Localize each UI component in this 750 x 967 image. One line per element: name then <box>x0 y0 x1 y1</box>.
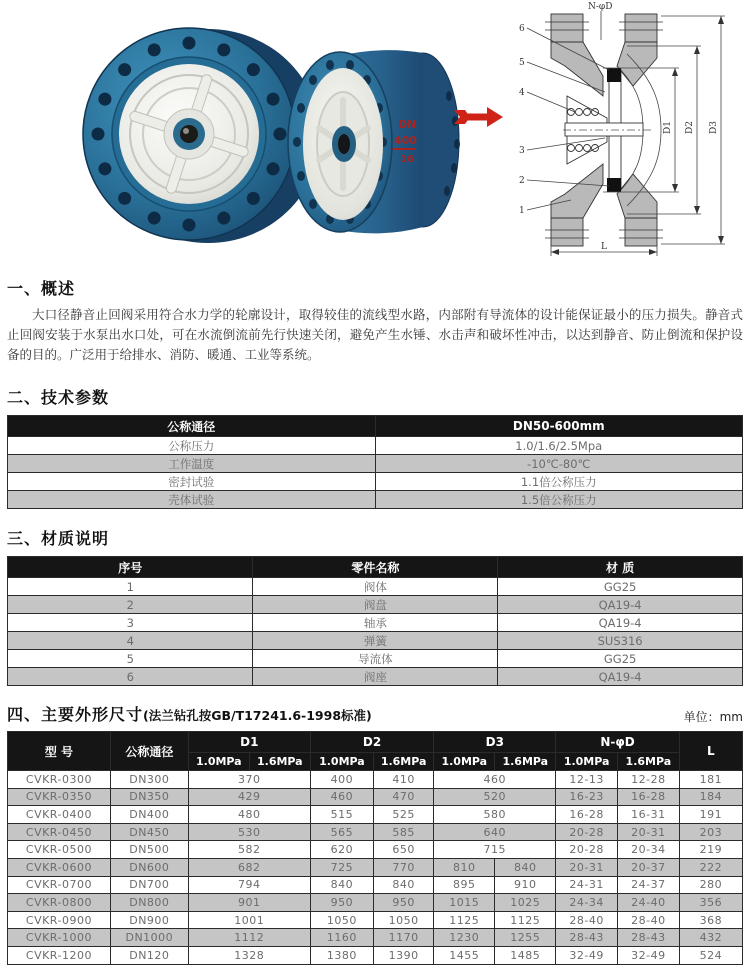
cell-n-16: 32-49 <box>618 946 680 964</box>
table-row <box>8 911 743 929</box>
cell-material: GG25 <box>498 578 743 596</box>
cell-model: CVKR-0300 <box>8 771 111 789</box>
diagram-callout-2: 2 <box>519 176 525 186</box>
tech-row-label: 壳体试验 <box>8 491 376 509</box>
cell-dn: DN400 <box>110 806 188 824</box>
section-overview-heading: 一、概述 <box>7 279 76 298</box>
dims-header-d1: D1 <box>188 732 310 753</box>
table-row <box>8 455 743 473</box>
cell-model: CVKR-0450 <box>8 823 111 841</box>
diagram-callout-1: 1 <box>519 206 525 216</box>
cell-l: 184 <box>679 788 742 806</box>
cell-d2-16: 1390 <box>374 946 434 964</box>
table-row <box>8 806 743 824</box>
cell-dn: DN1000 <box>110 929 188 947</box>
cell-d2-16: 525 <box>374 806 434 824</box>
cell-dn: DN500 <box>110 841 188 859</box>
table-row <box>8 596 743 614</box>
cell-n-10: 16-28 <box>556 806 618 824</box>
cell-dn: DN700 <box>110 876 188 894</box>
cell-dn: DN300 <box>110 771 188 789</box>
cell-no: 5 <box>8 650 253 668</box>
cell-model: CVKR-0350 <box>8 788 111 806</box>
table-row <box>8 632 743 650</box>
cell-material: QA19-4 <box>498 614 743 632</box>
cell-l: 203 <box>679 823 742 841</box>
cell-n-16: 28-43 <box>618 929 680 947</box>
cell-d1: 429 <box>188 788 310 806</box>
cell-n-10: 20-31 <box>556 858 618 876</box>
cell-d3-10: 1230 <box>434 929 495 947</box>
cell-part: 阀座 <box>253 668 498 686</box>
cell-l: 181 <box>679 771 742 789</box>
cell-l: 524 <box>679 946 742 964</box>
cell-d3-16: 1025 <box>495 894 556 912</box>
cell-l: 432 <box>679 929 742 947</box>
tech-row-label: 密封试验 <box>8 473 376 491</box>
cell-part: 弹簧 <box>253 632 498 650</box>
cell-d3: 580 <box>434 806 556 824</box>
diagram-n-phi-d-label: N-φD <box>588 2 613 12</box>
cell-n-10: 28-43 <box>556 929 618 947</box>
cell-n-16: 12-28 <box>618 771 680 789</box>
cell-d2-10: 725 <box>310 858 373 876</box>
cell-model: CVKR-0900 <box>8 911 111 929</box>
cell-d2-16: 840 <box>374 876 434 894</box>
cell-d1: 530 <box>188 823 310 841</box>
table-row <box>8 858 743 876</box>
cell-material: SUS316 <box>498 632 743 650</box>
cell-d3: 520 <box>434 788 556 806</box>
cell-d3-16: 1485 <box>495 946 556 964</box>
diagram-d3-label: D3 <box>709 121 719 134</box>
cell-l: 222 <box>679 858 742 876</box>
table-row <box>8 668 743 686</box>
cell-model: CVKR-0400 <box>8 806 111 824</box>
subheader-10mpa: 1.0MPa <box>310 753 373 771</box>
tech-header-dn: 公称通径 <box>8 416 376 437</box>
cell-d3-16: 910 <box>495 876 556 894</box>
subheader-16mpa: 1.6MPa <box>495 753 556 771</box>
cell-no: 4 <box>8 632 253 650</box>
cell-n-10: 16-23 <box>556 788 618 806</box>
cell-d1: 901 <box>188 894 310 912</box>
cell-material: QA19-4 <box>498 668 743 686</box>
cell-n-16: 20-37 <box>618 858 680 876</box>
table-row <box>8 614 743 632</box>
tech-row-label: 工作温度 <box>8 455 376 473</box>
dims-header-dn: 公称通径 <box>110 732 188 771</box>
cell-d2-16: 585 <box>374 823 434 841</box>
cell-d3-10: 810 <box>434 858 495 876</box>
flow-direction-arrow-icon <box>452 100 504 134</box>
cell-n-10: 12-13 <box>556 771 618 789</box>
dims-heading-main: 四、主要外形尺寸 <box>7 705 144 724</box>
table-row <box>8 788 743 806</box>
cell-n-16: 28-40 <box>618 911 680 929</box>
cell-d3-10: 895 <box>434 876 495 894</box>
overview-paragraph: 大口径静音止回阀采用符合水力学的轮廓设计，取得较佳的流线型水路，内部附有导流体的设计能保证最小的压力损失。静音式止回阀安装于水泵出水口处，可在水流倒流前先行快速关闭，避免产生水锤、水击声和破坏性冲击，以达到静音、防止倒流和保护设备的目的。广泛用于给排水、消防、暖通、工业等系统。 <box>7 307 743 362</box>
cell-n-16: 24-37 <box>618 876 680 894</box>
cell-part: 阀盘 <box>253 596 498 614</box>
cell-dn: DN600 <box>110 858 188 876</box>
cell-model: CVKR-1200 <box>8 946 111 964</box>
cell-n-16: 16-31 <box>618 806 680 824</box>
cell-d2-16: 650 <box>374 841 434 859</box>
diagram-d1-label: D1 <box>663 121 673 134</box>
cell-d1: 1001 <box>188 911 310 929</box>
subheader-10mpa: 1.0MPa <box>434 753 495 771</box>
tech-params-table <box>7 415 743 509</box>
material-table <box>7 556 743 686</box>
table-header-row <box>8 732 743 753</box>
cell-d3: 715 <box>434 841 556 859</box>
table-row <box>8 876 743 894</box>
cell-dn: DN450 <box>110 823 188 841</box>
cell-dn: DN900 <box>110 911 188 929</box>
subheader-10mpa: 1.0MPa <box>556 753 618 771</box>
cell-d3: 460 <box>434 771 556 789</box>
diagram-d2-label: D2 <box>685 121 695 134</box>
dims-header-model: 型 号 <box>8 732 111 771</box>
cell-l: 280 <box>679 876 742 894</box>
cell-d1: 1112 <box>188 929 310 947</box>
cell-n-10: 32-49 <box>556 946 618 964</box>
cell-d1: 480 <box>188 806 310 824</box>
material-header-no: 序号 <box>8 557 253 578</box>
product-visuals <box>0 0 750 262</box>
cell-no: 3 <box>8 614 253 632</box>
cell-d2-16: 1170 <box>374 929 434 947</box>
tech-header-range: DN50-600mm <box>375 416 743 437</box>
cell-d2-16: 950 <box>374 894 434 912</box>
cell-d2-10: 460 <box>310 788 373 806</box>
cell-d2-10: 1380 <box>310 946 373 964</box>
cell-d3: 640 <box>434 823 556 841</box>
cell-model: CVKR-0600 <box>8 858 111 876</box>
cell-model: CVKR-0700 <box>8 876 111 894</box>
cell-part: 导流体 <box>253 650 498 668</box>
cell-d2-16: 470 <box>374 788 434 806</box>
subheader-16mpa: 1.6MPa <box>618 753 680 771</box>
cell-d2-10: 515 <box>310 806 373 824</box>
tech-row-value: -10℃-80℃ <box>375 455 743 473</box>
cell-l: 219 <box>679 841 742 859</box>
cell-d2-10: 1160 <box>310 929 373 947</box>
diagram-l-label: L <box>601 242 607 252</box>
table-row <box>8 437 743 455</box>
cell-part: 轴承 <box>253 614 498 632</box>
cell-l: 191 <box>679 806 742 824</box>
subheader-16mpa: 1.6MPa <box>249 753 310 771</box>
cell-d1: 794 <box>188 876 310 894</box>
cell-n-10: 24-34 <box>556 894 618 912</box>
dims-header-l: L <box>679 732 742 771</box>
cell-material: QA19-4 <box>498 596 743 614</box>
diagram-callout-4: 4 <box>519 88 525 98</box>
cell-d3-10: 1455 <box>434 946 495 964</box>
tech-row-value: 1.5倍公称压力 <box>375 491 743 509</box>
cell-d2-10: 840 <box>310 876 373 894</box>
cell-d1: 582 <box>188 841 310 859</box>
section-tech-heading: 二、技术参数 <box>7 388 110 407</box>
table-row <box>8 650 743 668</box>
cell-d2-10: 400 <box>310 771 373 789</box>
valve-marking-pn: 16 <box>400 154 414 165</box>
cell-n-16: 20-31 <box>618 823 680 841</box>
cell-d3-16: 1255 <box>495 929 556 947</box>
cell-d3-10: 1015 <box>434 894 495 912</box>
cell-n-10: 20-28 <box>556 841 618 859</box>
table-row <box>8 578 743 596</box>
dimensions-table <box>7 731 743 965</box>
diagram-callout-3: 3 <box>519 146 525 156</box>
section-dims-heading <box>7 702 743 725</box>
material-header-part: 零件名称 <box>253 557 498 578</box>
tech-row-label: 公称压力 <box>8 437 376 455</box>
table-row <box>8 929 743 947</box>
cell-n-16: 24-40 <box>618 894 680 912</box>
valve-cross-section-diagram <box>505 0 750 262</box>
cell-no: 6 <box>8 668 253 686</box>
valve-photo-angled <box>286 48 462 236</box>
cell-no: 2 <box>8 596 253 614</box>
table-header-row <box>8 416 743 437</box>
cell-d3-10: 1125 <box>434 911 495 929</box>
material-header-material: 材 质 <box>498 557 743 578</box>
cell-dn: DN120 <box>110 946 188 964</box>
dims-header-d2: D2 <box>310 732 433 753</box>
table-row <box>8 771 743 789</box>
dims-heading-standard: (法兰钻孔按GB/T17241.6-1998标准) <box>143 708 372 723</box>
cell-dn: DN800 <box>110 894 188 912</box>
valve-marking-dn: DN <box>398 118 417 131</box>
cell-dn: DN350 <box>110 788 188 806</box>
tech-row-value: 1.0/1.6/2.5Mpa <box>375 437 743 455</box>
diagram-callout-6: 6 <box>519 24 525 34</box>
subheader-16mpa: 1.6MPa <box>374 753 434 771</box>
cell-model: CVKR-1000 <box>8 929 111 947</box>
dims-unit-label: 单位：mm <box>683 710 743 724</box>
cell-d2-16: 410 <box>374 771 434 789</box>
cell-d1: 682 <box>188 858 310 876</box>
cell-model: CVKR-0500 <box>8 841 111 859</box>
table-row <box>8 473 743 491</box>
cell-d2-16: 770 <box>374 858 434 876</box>
table-row <box>8 823 743 841</box>
cell-d2-10: 620 <box>310 841 373 859</box>
cell-model: CVKR-0800 <box>8 894 111 912</box>
table-row <box>8 491 743 509</box>
cell-l: 356 <box>679 894 742 912</box>
cell-part: 阀体 <box>253 578 498 596</box>
cell-d2-16: 1050 <box>374 911 434 929</box>
table-header-row <box>8 557 743 578</box>
cell-no: 1 <box>8 578 253 596</box>
section-material-heading: 三、材质说明 <box>7 529 110 548</box>
cell-d2-10: 565 <box>310 823 373 841</box>
subheader-10mpa: 1.0MPa <box>188 753 249 771</box>
cell-d3-16: 1125 <box>495 911 556 929</box>
cell-d1: 370 <box>188 771 310 789</box>
cell-l: 368 <box>679 911 742 929</box>
table-row <box>8 841 743 859</box>
cell-n-10: 20-28 <box>556 823 618 841</box>
cell-n-10: 28-40 <box>556 911 618 929</box>
cell-d1: 1328 <box>188 946 310 964</box>
cell-d2-10: 1050 <box>310 911 373 929</box>
cell-n-16: 16-28 <box>618 788 680 806</box>
cell-n-16: 20-34 <box>618 841 680 859</box>
cell-material: GG25 <box>498 650 743 668</box>
cell-d2-10: 950 <box>310 894 373 912</box>
table-row <box>8 946 743 964</box>
dims-header-d3: D3 <box>434 732 556 753</box>
table-row <box>8 894 743 912</box>
dims-header-n-phi-d: N-φD <box>556 732 679 753</box>
cell-n-10: 24-31 <box>556 876 618 894</box>
tech-row-value: 1.1倍公称压力 <box>375 473 743 491</box>
cell-d3-16: 840 <box>495 858 556 876</box>
valve-marking-size: 400 <box>394 134 417 147</box>
diagram-callout-5: 5 <box>519 58 525 68</box>
